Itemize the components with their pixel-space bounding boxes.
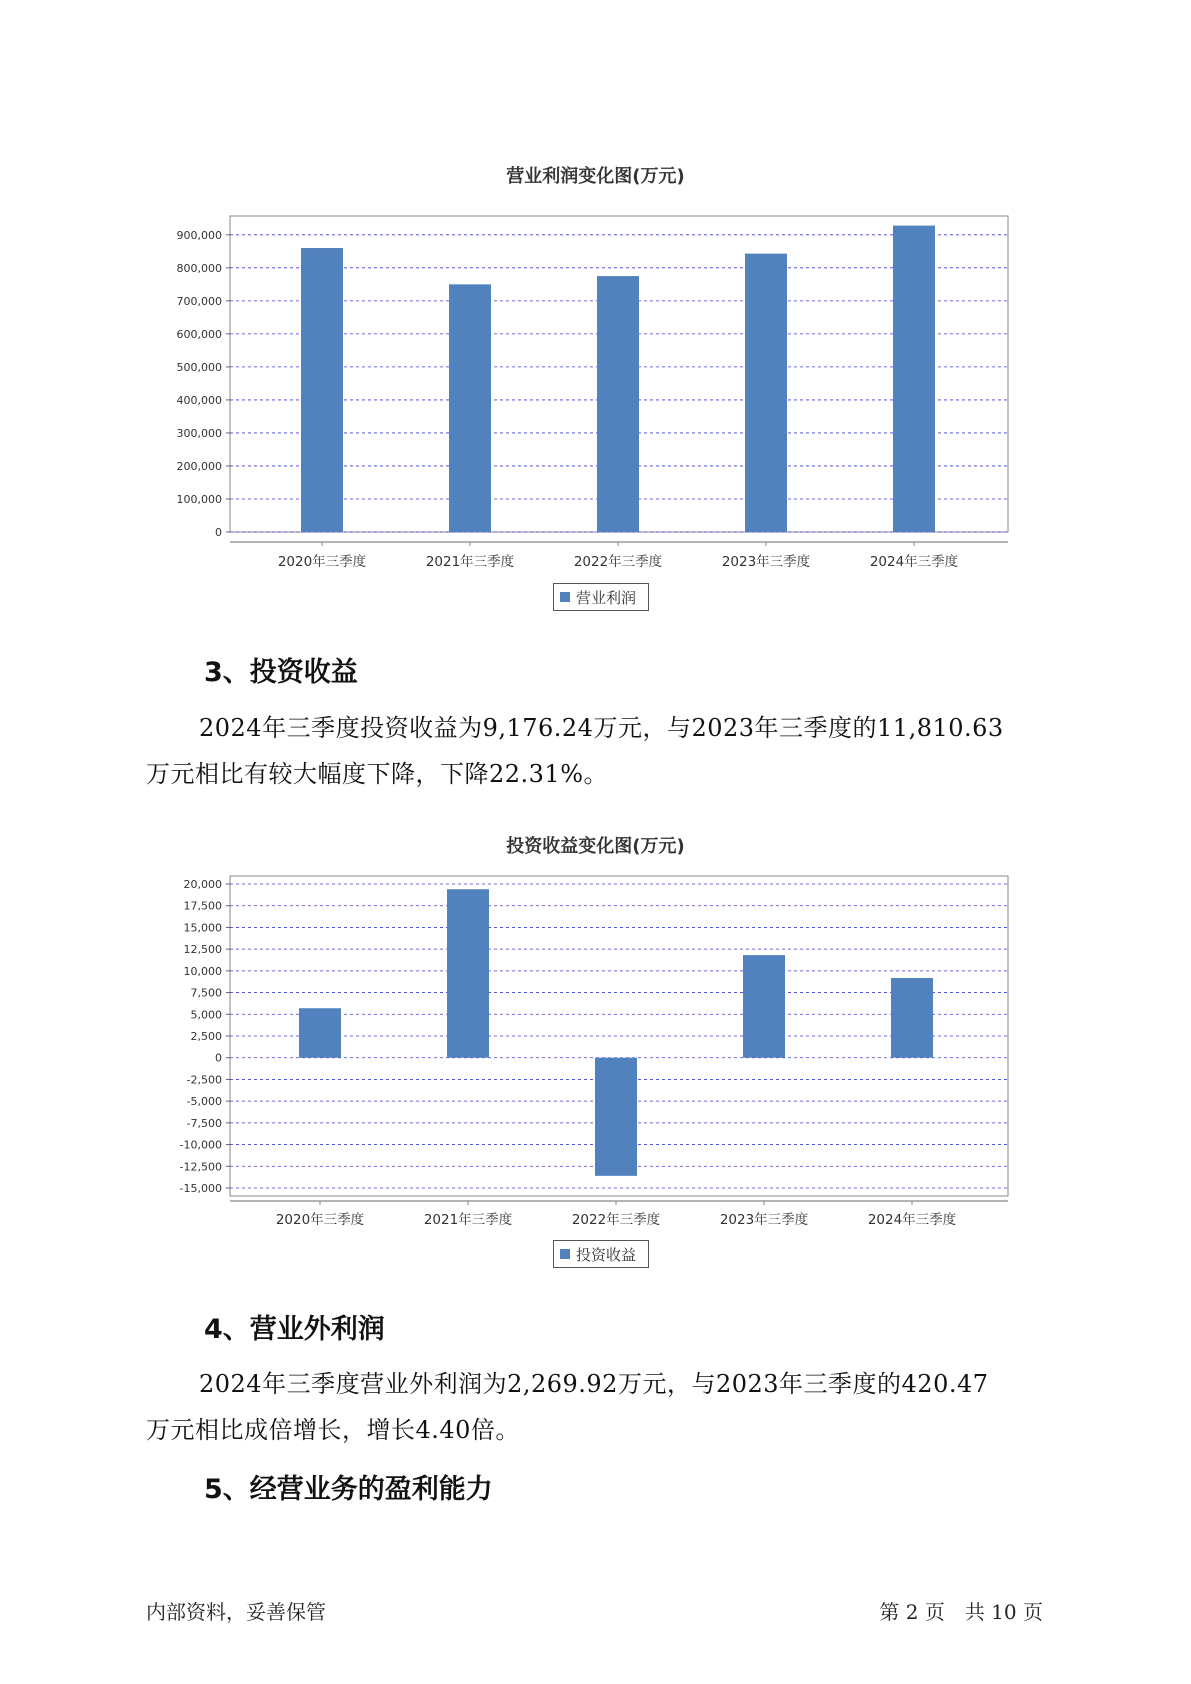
y-tick-label: 200,000: [176, 459, 222, 473]
x-tick-label: 2020年三季度: [277, 554, 367, 570]
y-tick-label: 0: [215, 526, 222, 539]
x-tick-label: 2021年三季度: [425, 554, 515, 570]
legend-investment-income: [553, 1240, 649, 1268]
y-tick-label: 900,000: [176, 228, 222, 242]
paragraph-non-operating-profit: [146, 1361, 1066, 1453]
x-tick-label: 2024年三季度: [869, 554, 959, 570]
y-tick-label: -2,500: [186, 1073, 222, 1087]
paragraph-line: 2024年三季度投资收益为9,176.24万元，与2023年三季度的11,810.63: [199, 714, 1004, 742]
x-tick-label: 2021年三季度: [423, 1212, 513, 1228]
paragraph-line: 2024年三季度营业外利润为2,269.92万元，与2023年三季度的420.47: [199, 1370, 989, 1398]
bar: [891, 978, 933, 1058]
y-tick-label: -7,500: [186, 1116, 222, 1130]
y-tick-label: 300,000: [176, 426, 222, 440]
paragraph-line: 万元相比成倍增长，增长4.40倍。: [146, 1416, 520, 1444]
section-heading-non-operating-profit: 4、营业外利润: [204, 1314, 385, 1345]
y-tick-label: 15,000: [183, 921, 222, 935]
y-tick-label: 7,500: [190, 986, 222, 1000]
bar: [299, 1008, 341, 1058]
x-tick-label: 2023年三季度: [721, 554, 811, 570]
footer-page-number: 第 2 页 共 10 页: [879, 1600, 1043, 1624]
y-tick-label: -12,500: [179, 1160, 222, 1174]
y-tick-label: 2,500: [190, 1030, 222, 1043]
x-tick-label: 2020年三季度: [275, 1212, 365, 1228]
y-tick-label: -5,000: [186, 1095, 222, 1109]
y-tick-label: 20,000: [183, 878, 222, 891]
y-tick-label: 100,000: [176, 492, 222, 506]
chart-title-operating-profit: 营业利润变化图(万元): [506, 166, 685, 187]
y-tick-label: 0: [215, 1051, 222, 1065]
y-tick-label: 5,000: [190, 1008, 222, 1022]
y-tick-label: -15,000: [179, 1182, 222, 1195]
y-tick-label: -10,000: [179, 1138, 222, 1152]
x-tick-label: 2022年三季度: [573, 554, 663, 570]
bar: [447, 889, 489, 1058]
chart-title-investment-income: 投资收益变化图(万元): [506, 836, 685, 857]
paragraph-line: 万元相比有较大幅度下降，下降22.31%。: [146, 760, 609, 788]
x-tick-label: 2023年三季度: [719, 1212, 809, 1228]
section-heading-investment-income: 3、投资收益: [204, 657, 358, 688]
y-tick-label: 400,000: [176, 393, 222, 407]
y-tick-label: 600,000: [176, 327, 222, 341]
y-tick-label: 800,000: [176, 261, 222, 275]
y-tick-label: 500,000: [176, 360, 222, 374]
bar: [595, 1058, 637, 1176]
bar: [743, 955, 785, 1058]
y-tick-label: 12,500: [183, 943, 222, 957]
x-tick-label: 2022年三季度: [571, 1212, 661, 1228]
y-tick-label: 700,000: [176, 294, 222, 308]
x-tick-label: 2024年三季度: [867, 1212, 957, 1228]
legend-label: 营业利润: [576, 588, 637, 607]
y-tick-label: 17,500: [183, 899, 222, 913]
footer-confidential-note: 内部资料，妥善保管: [146, 1600, 326, 1624]
section-heading-profitability: 5、经营业务的盈利能力: [204, 1474, 493, 1505]
legend-swatch: [560, 1249, 570, 1259]
y-tick-label: 10,000: [183, 964, 222, 978]
legend-label: 投资收益: [576, 1245, 637, 1264]
